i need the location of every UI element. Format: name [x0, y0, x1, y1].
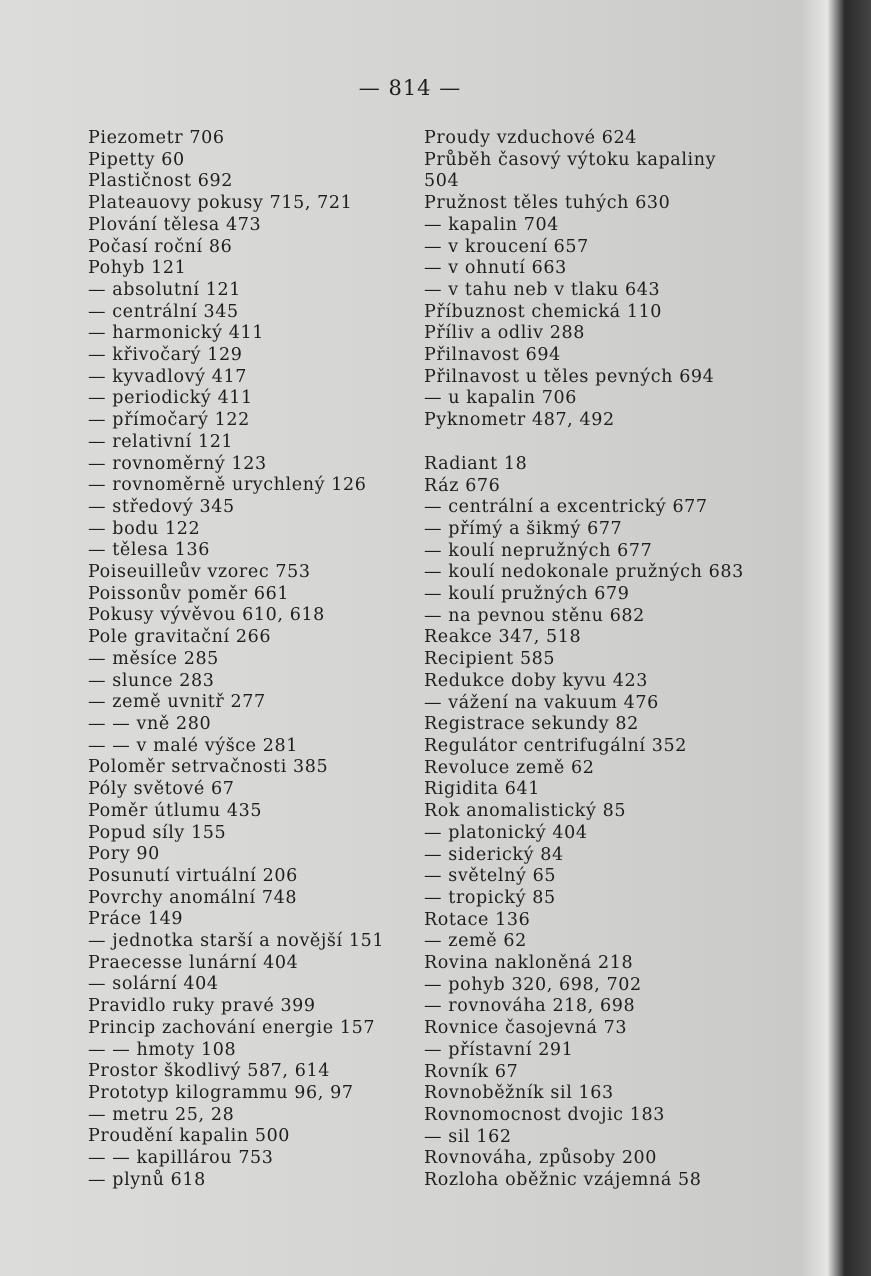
index-entry: — — vně 280 — [88, 713, 212, 734]
index-section-p — [424, 128, 754, 432]
index-entry: 504 — [424, 171, 460, 192]
section-gap — [424, 432, 754, 454]
index-entry: Počasí roční 86 — [88, 236, 233, 257]
index-entry: Povrchy anomální 748 — [88, 887, 298, 908]
index-entry: Pružnost těles tuhých 630 — [424, 193, 671, 214]
index-entry: Piezometr 706 — [88, 128, 225, 148]
index-entry: Ráz 676 — [424, 475, 501, 496]
index-entry: Rovnomocnost dvojic 183 — [424, 1104, 665, 1125]
index-entry: — metru 25, 28 — [88, 1104, 235, 1125]
index-entry: Pyknometr 487, 492 — [424, 410, 615, 431]
index-entry: Rotace 136 — [424, 909, 531, 930]
index-entry: Průběh časový výtoku kapaliny — [424, 149, 717, 170]
index-entry: — koulí pružných 679 — [424, 584, 630, 605]
index-entry: — periodický 411 — [88, 388, 253, 409]
page-number: — 814 — — [358, 76, 462, 100]
index-section-r — [424, 454, 754, 1192]
index-entry: — země 62 — [424, 931, 527, 952]
index-entry: Rovnováha, způsoby 200 — [424, 1148, 658, 1169]
index-entry: Poissonův poměr 661 — [88, 583, 290, 604]
index-entry: — plynů 618 — [88, 1169, 206, 1190]
index-entry: Reakce 347, 518 — [424, 627, 582, 648]
index-entry: — rovnoměrný 123 — [88, 453, 267, 474]
index-entry: Rok anomalistický 85 — [424, 801, 627, 822]
index-entry: Pravidlo ruky pravé 399 — [88, 996, 316, 1017]
index-entry: — koulí nepružných 677 — [424, 540, 653, 561]
index-entry: — světelný 65 — [424, 866, 557, 887]
index-entry: Pory 90 — [88, 844, 160, 865]
index-entry: Posunutí virtuální 206 — [88, 865, 298, 886]
index-entry: — koulí nedokonale pružných 683 — [424, 562, 744, 583]
index-entry: — — hmoty 108 — [88, 1039, 237, 1060]
index-entry: Praecesse lunární 404 — [88, 952, 299, 973]
index-entry: Pole gravitační 266 — [88, 627, 272, 648]
index-entry: Rovník 67 — [424, 1061, 519, 1082]
index-entry: Práce 149 — [88, 909, 184, 930]
index-column-right — [424, 128, 754, 1192]
index-entry: — země uvnitř 277 — [88, 692, 266, 713]
index-entry: Prostor škodlivý 587, 614 — [88, 1061, 330, 1082]
index-entry: — na pevnou stěnu 682 — [424, 605, 645, 626]
index-entry: Rovnoběžník sil 163 — [424, 1083, 614, 1104]
index-entry: — — kapillárou 753 — [88, 1148, 274, 1169]
index-entry: Plateauovy pokusy 715, 721 — [88, 193, 353, 214]
index-entry: Poloměr setrvačnosti 385 — [88, 757, 329, 778]
index-entry: — platonický 404 — [424, 822, 588, 843]
index-entry: Rozloha oběžnic vzájemná 58 — [424, 1170, 702, 1191]
index-entry: — kapalin 704 — [424, 214, 559, 235]
index-entry: — v ohnutí 663 — [424, 258, 567, 279]
index-entry: — jednotka starší a novější 151 — [88, 931, 385, 952]
index-entry: — v kroucení 657 — [424, 236, 589, 257]
index-entry: — u kapalin 706 — [424, 388, 577, 409]
index-entry: Pipetty 60 — [88, 149, 185, 170]
index-entry: — v tahu neb v tlaku 643 — [424, 279, 661, 300]
index-entry: Póly světové 67 — [88, 779, 235, 800]
index-entry: — absolutní 121 — [88, 279, 241, 300]
index-entry: — pohyb 320, 698, 702 — [424, 974, 642, 995]
index-entry: Prototyp kilogrammu 96, 97 — [88, 1082, 354, 1103]
index-column-left — [88, 128, 398, 1191]
index-entry: Rovina nakloněná 218 — [424, 953, 634, 974]
index-entry: — měsíce 285 — [88, 648, 219, 669]
index-entry: — slunce 283 — [88, 670, 215, 691]
index-entry: Recipient 585 — [424, 649, 556, 670]
index-entry: Plování tělesa 473 — [88, 214, 262, 235]
index-entry: — sil 162 — [424, 1126, 512, 1147]
index-entry: — přímý a šikmý 677 — [424, 518, 623, 539]
index-entry: — siderický 84 — [424, 844, 564, 865]
index-entry: — centrální a excentrický 677 — [424, 497, 708, 518]
index-entry: Registrace sekundy 82 — [424, 714, 639, 735]
index-entry: — bodu 122 — [88, 518, 201, 539]
index-entry: — vážení na vakuum 476 — [424, 692, 659, 713]
index-entry: — — v malé výšce 281 — [88, 735, 298, 756]
index-entry: Popud síly 155 — [88, 822, 227, 843]
index-entry: Rigidita 641 — [424, 779, 541, 800]
index-entry: — harmonický 411 — [88, 323, 264, 344]
index-entry: Regulátor centrifugální 352 — [424, 735, 687, 756]
index-entry: — tělesa 136 — [88, 540, 210, 561]
index-entry: Plastičnost 692 — [88, 171, 234, 192]
index-entry: Příbuznost chemická 110 — [424, 301, 663, 322]
index-entry: Proudění kapalin 500 — [88, 1126, 291, 1147]
index-entry: Princip zachování energie 157 — [88, 1017, 376, 1038]
index-entry: Pokusy vývěvou 610, 618 — [88, 605, 325, 626]
index-entry: Poiseuilleův vzorec 753 — [88, 562, 311, 583]
index-entry: — rovnováha 218, 698 — [424, 996, 636, 1017]
index-entry: Přilnavost 694 — [424, 345, 561, 366]
index-entry: Příliv a odliv 288 — [424, 323, 585, 344]
index-entry: — centrální 345 — [88, 301, 239, 322]
index-entry: Proudy vzduchové 624 — [424, 128, 637, 148]
index-entry: Revoluce země 62 — [424, 757, 595, 778]
index-entry: — tropický 85 — [424, 887, 556, 908]
index-entry: Rovnice časojevná 73 — [424, 1018, 628, 1039]
index-entry: — relativní 121 — [88, 431, 234, 452]
index-entry: Přilnavost u těles pevných 694 — [424, 366, 715, 387]
index-entry: Poměr útlumu 435 — [88, 800, 263, 821]
index-entry: Pohyb 121 — [88, 258, 187, 279]
index-entry: — rovnoměrně urychlený 126 — [88, 475, 367, 496]
index-entry: Redukce doby kyvu 423 — [424, 670, 648, 691]
index-entry: — solární 404 — [88, 974, 219, 995]
index-entry: — přímočarý 122 — [88, 410, 250, 431]
index-entry: — kyvadlový 417 — [88, 366, 247, 387]
index-entry: — přístavní 291 — [424, 1039, 574, 1060]
index-entry: Radiant 18 — [424, 453, 528, 474]
index-entry: — středový 345 — [88, 496, 235, 517]
index-entry: — křivočarý 129 — [88, 345, 243, 366]
